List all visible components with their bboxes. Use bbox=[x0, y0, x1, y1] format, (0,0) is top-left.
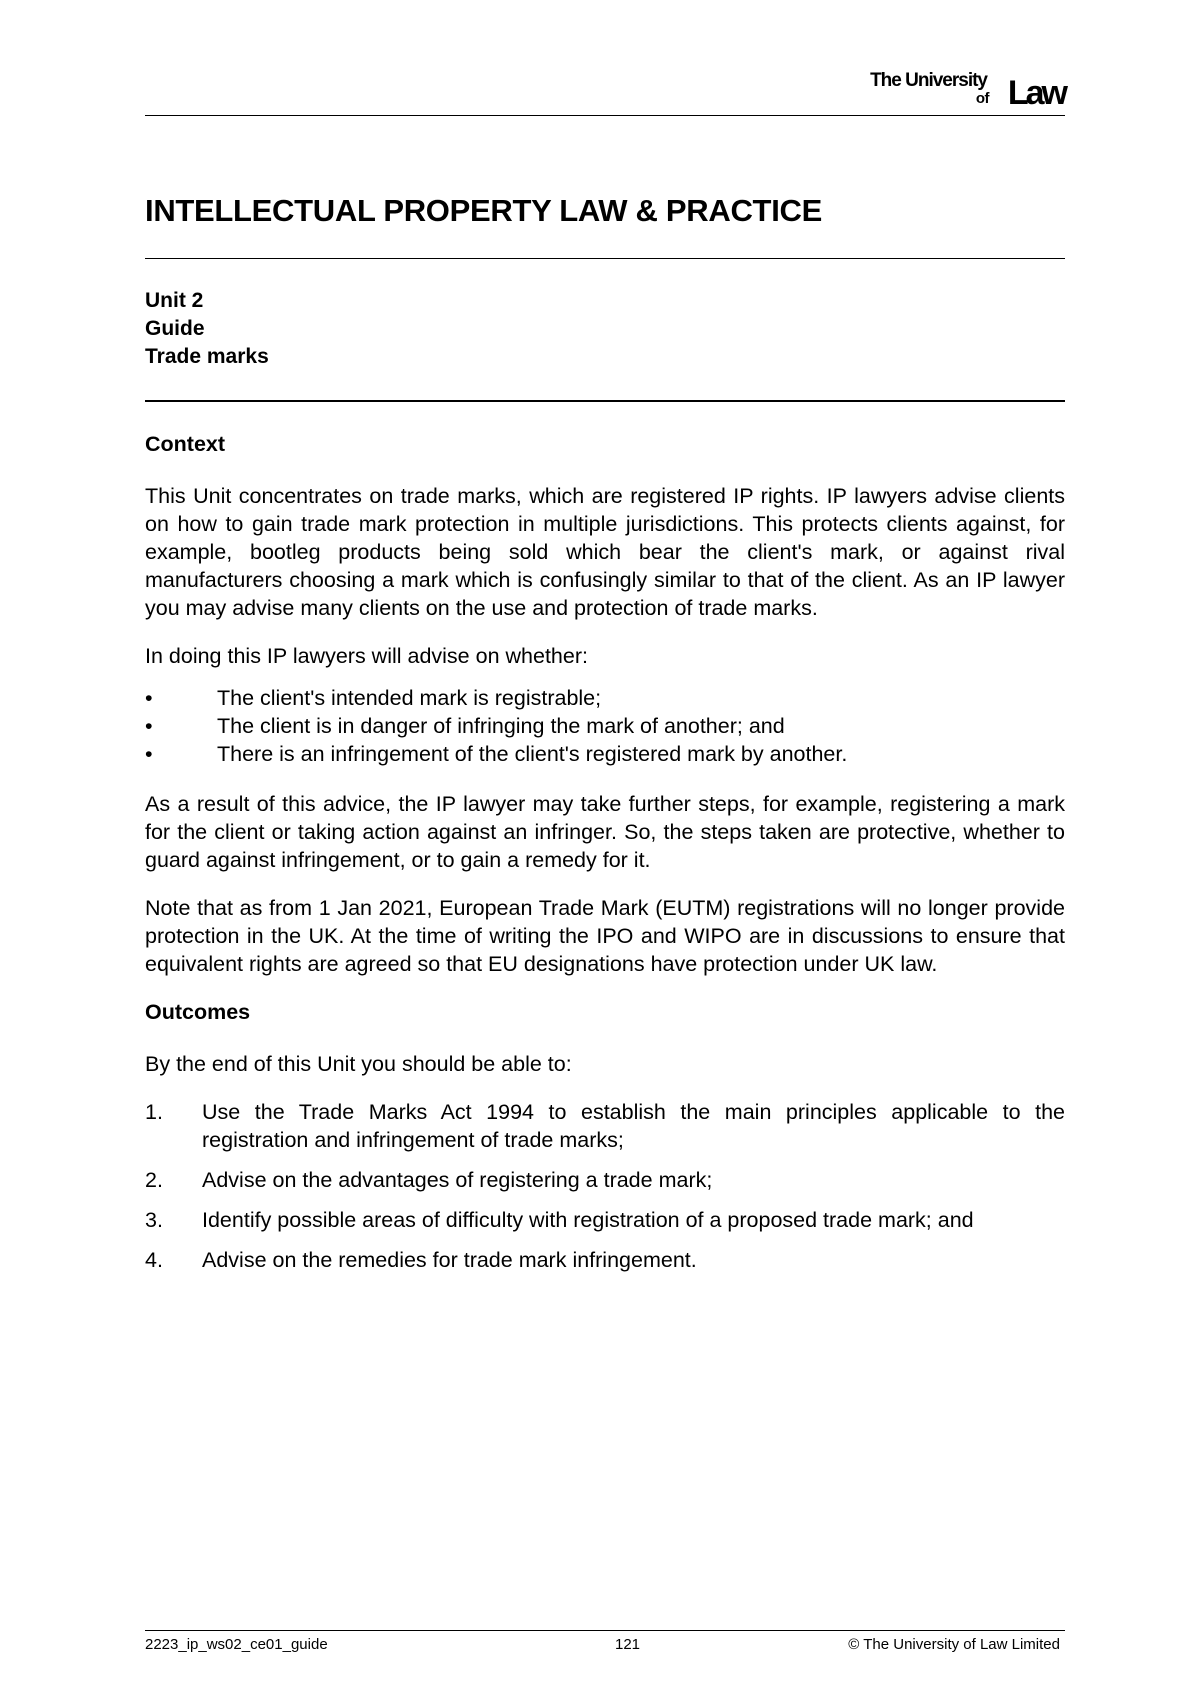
list-item-text: Advise on the advantages of registering a trade mark; bbox=[202, 1168, 713, 1192]
title-divider bbox=[145, 258, 1065, 259]
outcomes-intro: By the end of this Unit you should be able to: bbox=[145, 1052, 572, 1076]
university-logo bbox=[855, 68, 1065, 112]
list-item-text: The client is in danger of infringing the mark of another; and bbox=[217, 714, 785, 738]
document-title: INTELLECTUAL PROPERTY LAW & PRACTICE bbox=[145, 193, 822, 228]
context-paragraph: This Unit concentrates on trade marks, which are registered IP rights. IP lawyers advise clients on how to gain trade mark protection in multiple jurisdictions. This protects clients against, for example, bootleg products being sold which bear the client's mark, or against rival manufacturers choosing a mark which is confusingly similar to that of the client. As an IP lawyer you may advise many clients on the use and protection of trade marks. bbox=[145, 484, 1065, 620]
header-divider bbox=[145, 115, 1065, 116]
logo-text-of: of bbox=[975, 90, 989, 107]
list-item-text: The client's intended mark is registrable; bbox=[217, 686, 602, 710]
context-paragraph: Note that as from 1 Jan 2021, European Trade Mark (EUTM) registrations will no longer provide protection in the UK. At the time of writing the IPO and WIPO are in discussions to ensure that equivalent rights are agreed so that EU designations have protection under UK law. bbox=[145, 896, 1065, 976]
outcomes-heading: Outcomes bbox=[145, 1000, 251, 1024]
list-item-text: Identify possible areas of difficulty with registration of a proposed trade mark; and bbox=[202, 1208, 974, 1232]
copyright-notice: © The University of Law Limited bbox=[848, 1636, 1060, 1653]
unit-topic: Trade marks bbox=[145, 345, 269, 368]
list-item bbox=[145, 712, 1065, 740]
list-number: 4. bbox=[145, 1248, 163, 1272]
context-paragraph: In doing this IP lawyers will advise on whether: bbox=[145, 644, 588, 668]
list-number: 1. bbox=[145, 1100, 163, 1124]
outcomes-list bbox=[145, 1098, 1065, 1274]
context-paragraph: As a result of this advice, the IP lawyer may take further steps, for example, registering a mark for the client or taking action against an infringer. So, the steps taken are protective, whether to guard against infringement, or to gain a remedy for it. bbox=[145, 792, 1065, 872]
logo-text-the-university: The University bbox=[870, 70, 987, 91]
context-heading: Context bbox=[145, 432, 226, 456]
list-item bbox=[145, 1206, 1065, 1234]
bullet-glyph: • bbox=[145, 714, 153, 738]
advice-list bbox=[145, 684, 1065, 768]
list-item bbox=[145, 684, 1065, 712]
footer-divider bbox=[145, 1630, 1065, 1631]
bullet-glyph: • bbox=[145, 686, 153, 710]
page-footer bbox=[145, 1636, 1065, 1658]
main-content bbox=[145, 430, 1065, 1286]
unit-number: Unit 2 bbox=[145, 289, 204, 312]
list-item bbox=[145, 740, 1065, 768]
document-code: 2223_ip_ws02_ce01_guide bbox=[145, 1636, 328, 1653]
bullet-glyph: • bbox=[145, 742, 153, 766]
unit-type: Guide bbox=[145, 317, 205, 340]
list-item bbox=[145, 1098, 1065, 1154]
unit-divider bbox=[145, 400, 1065, 402]
page-number: 121 bbox=[615, 1636, 641, 1653]
list-item bbox=[145, 1246, 1065, 1274]
list-item-text: Use the Trade Marks Act 1994 to establish the main principles applicable to the registration and infringement of trade marks; bbox=[202, 1100, 1065, 1152]
list-item-text: Advise on the remedies for trade mark infringement. bbox=[202, 1248, 697, 1272]
list-item bbox=[145, 1166, 1065, 1194]
list-number: 2. bbox=[145, 1168, 163, 1192]
logo-text-law: Law bbox=[1007, 74, 1065, 112]
unit-info bbox=[145, 287, 269, 371]
list-item-text: There is an infringement of the client's registered mark by another. bbox=[217, 742, 848, 766]
list-number: 3. bbox=[145, 1208, 163, 1232]
